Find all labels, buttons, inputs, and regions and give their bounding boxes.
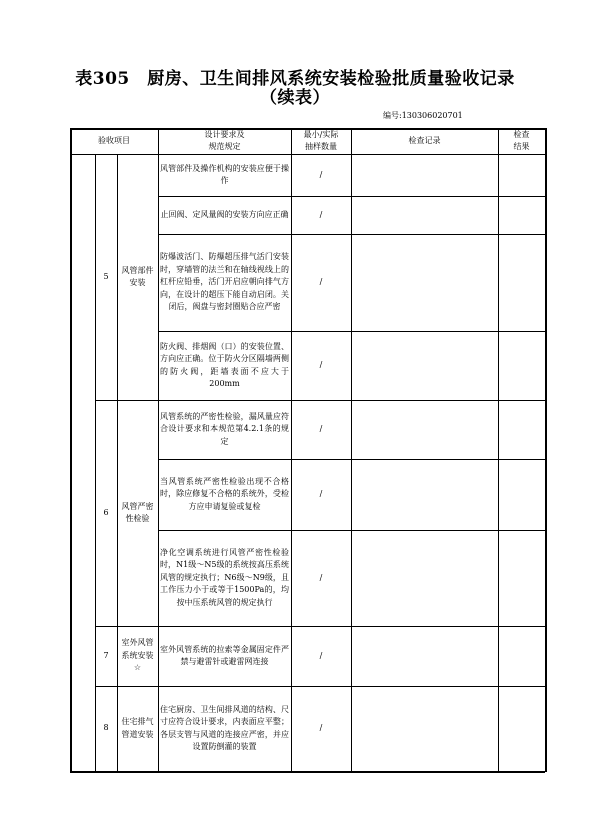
requirement-text: 防火阀、排烟阀（口）的安装位置、方向应正确。位于防火分区隔墙两侧的防火阀，距墙表面不应大于200mm <box>160 341 289 388</box>
requirement-text: 住宅厨房、卫生间排风道的结构、尺寸应符合设计要求，内表面应平整；各层支管与风道的连接应严密，并应设置防倒灌的装置 <box>160 704 289 751</box>
item-name: 风管严密 性检验 <box>121 501 154 523</box>
col-header-result: 检查 结果 <box>513 129 530 151</box>
title-main: 表305 厨房、卫生间排风系统安装检验批质量验收记录 <box>75 69 515 89</box>
item-name: 室外风管 系统安装 ☆ <box>121 638 154 673</box>
item-name: 风管部件 安装 <box>121 265 154 287</box>
item-number: 7 <box>103 650 109 660</box>
sample-count: / <box>319 424 323 434</box>
requirement-text: 止回阀、定风量阀的安装方向应正确 <box>160 209 289 219</box>
sample-count: / <box>319 169 323 179</box>
sample-count: / <box>319 723 323 733</box>
document-code: 编号:130306020701 <box>383 111 463 120</box>
title-subtitle: （续表） <box>260 88 330 108</box>
sample-count: / <box>319 360 323 370</box>
sample-count: / <box>319 277 323 287</box>
table-rule <box>545 128 547 772</box>
requirement-text: 风管部件及操作机构的安装应便于操作 <box>160 163 289 185</box>
col-header-item: 验收项目 <box>98 135 130 145</box>
requirement-text: 风管系统的严密性检验，漏风量应符合设计要求和本规范第4.2.1条的规定 <box>160 411 289 446</box>
requirement-text: 室外风管系统的拉索等金属固定件严禁与避雷针或避雷网连接 <box>160 644 289 666</box>
requirement-text: 防爆波活门、防爆超压排气活门安装时，穿墙管的法兰和在轴线视线上的杠杆应铅垂，活门开启应朝向排气方向，在设计的超压下能自动启闭。关闭后，阀盘与密封圈贴合应严密 <box>160 252 289 312</box>
col-header-design: 设计要求及 规范规定 <box>204 129 245 151</box>
requirement-text: 当风管系统严密性检验出现不合格时，除应修复不合格的系统外，受检方应申请复验或复检 <box>160 476 289 511</box>
sample-count: / <box>319 209 323 219</box>
item-number: 6 <box>103 507 109 517</box>
item-number: 8 <box>103 723 109 733</box>
col-header-sample: 最小/实际 抽样数量 <box>303 129 339 151</box>
sample-count: / <box>319 489 323 499</box>
table-rule <box>70 771 545 773</box>
table-rule <box>351 128 352 771</box>
table-rule <box>70 128 72 771</box>
sample-count: / <box>319 650 323 660</box>
sample-count: / <box>319 572 323 582</box>
document-title <box>0 70 590 108</box>
table-rule <box>498 128 499 771</box>
item-number: 5 <box>103 271 109 281</box>
col-header-record: 检查记录 <box>408 135 441 145</box>
item-name: 住宅排气 管道安装 <box>121 717 154 739</box>
requirement-text: 净化空调系统进行风管严密性检验时，N1级～N5级的系统按高压系统风管的规定执行；N6级～N9级，且工作压力小于或等于1500Pa的，均按中压系统风管的规定执行 <box>160 547 289 607</box>
